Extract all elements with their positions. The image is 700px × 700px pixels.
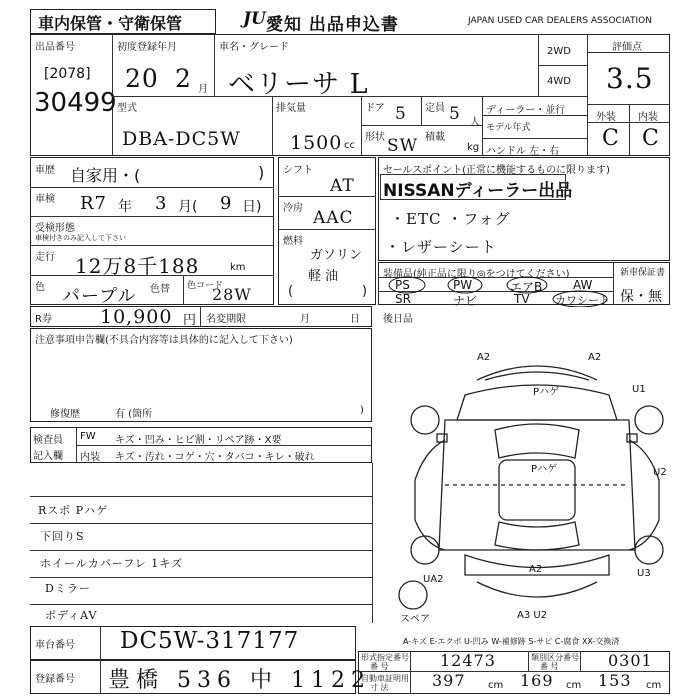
mark-u1: U1 (632, 384, 646, 395)
repair-label: 修復歴 (50, 409, 80, 420)
equipment-aw: AW (573, 278, 593, 292)
capacity-unit: 人 (470, 117, 480, 128)
divider (482, 96, 483, 156)
name-change-month: 月 (300, 314, 310, 325)
model-label: 型式 (117, 103, 137, 114)
repair-close: ) (360, 405, 364, 416)
capacity-label: 定員 (425, 103, 445, 114)
shift-value: AT (330, 176, 355, 196)
warranty-value: 保・無 (620, 289, 662, 305)
sales-point-label: セールスポイント(正常に機能するものに限ります) (383, 165, 610, 176)
length-sub: 寸 法 (370, 683, 389, 692)
length-unit: cm (488, 680, 504, 691)
divider (100, 660, 101, 694)
height-unit: cm (646, 680, 662, 691)
color-code-label: 色コード (187, 281, 224, 291)
divider (30, 245, 274, 246)
ruled-line (30, 550, 372, 551)
mark-a2-rear: A2 (529, 564, 543, 575)
registration-month-unit: 月 (198, 84, 208, 95)
mileage-unit: km (230, 262, 246, 273)
divider (278, 196, 376, 197)
inspector-note-1: Rスポ Pハゲ (38, 504, 109, 517)
storage-label: 車内保管・守衛保管 (38, 14, 183, 33)
registration-month: 2 (175, 64, 192, 93)
sales-point-line2: ・レザーシート (385, 238, 497, 256)
notes-label: 注意事項申告欄(不具合内容等は具体的に記入して下さい) (35, 335, 293, 346)
vehicle-name: ベリーサ L (228, 69, 369, 100)
inspector-fw: FW (80, 431, 96, 442)
sales-point-line1: ・ETC ・フォグ (390, 210, 511, 228)
inspection-year-unit: 年 (118, 199, 132, 215)
divider (421, 96, 422, 125)
color-label: 色 (35, 282, 45, 293)
color-change-label: 色替 (150, 284, 170, 295)
model-year-label: モデル年式 (486, 123, 531, 133)
type-sub: 番 号 (370, 662, 389, 671)
history-label: 車歴 (35, 165, 55, 176)
inspector-interior-items: キズ・汚れ・コゲ・穴・タバコ・キレ・破れ (115, 452, 315, 463)
doors-value: 5 (395, 104, 407, 124)
displacement-unit: cc (344, 140, 355, 151)
type-label: 形式指定番号 (361, 653, 409, 662)
recycle-row (30, 306, 372, 327)
lot-number: 30499 (34, 88, 117, 118)
name-change-label: 名変期限 (206, 314, 246, 325)
mark-a3-u2: A3 U2 (517, 610, 548, 621)
drive-2wd: 2WD (547, 46, 571, 57)
inspection-month-unit: 月( (178, 199, 198, 215)
mark-a2-front-right: A2 (588, 352, 602, 363)
doors-label: ドア (365, 103, 385, 114)
divider (76, 445, 372, 446)
divider (482, 138, 587, 139)
height-value: 153 (598, 671, 632, 690)
inspector-interior-label: 内装 (80, 452, 100, 463)
equipment-label: 装備品(純正品に限り◎をつけてください) (383, 269, 570, 280)
divider (278, 229, 376, 230)
divider (587, 52, 670, 53)
dealer-label: ディーラー・並行 (486, 105, 566, 116)
fuel-paren-close: ) (362, 284, 368, 299)
recycle-yen: 円 (183, 313, 197, 328)
inspector-note-4: Dミラー (45, 582, 91, 595)
divider (100, 626, 101, 660)
handle-label: ハンドル 左・右 (486, 146, 560, 157)
shape-value: SW (387, 136, 419, 156)
inspector-note-5: ボディAV (45, 609, 98, 622)
equipment-pw: PW (453, 278, 473, 292)
mark-phage-roof: Pハゲ (531, 464, 558, 475)
history-value: 自家用・( (70, 166, 141, 185)
shift-label: シフト (283, 165, 313, 176)
inspector-note-2: 下回りS (40, 530, 85, 543)
damage-legend: A-キズ E-エクボ U-凹み W-補修跡 S-サビ C-腐食 XX-交換済 (403, 637, 620, 646)
divider (629, 104, 630, 156)
inspection-label: 車検 (35, 194, 55, 205)
shape-label: 形状 (365, 132, 385, 143)
equipment-ps: PS (395, 278, 410, 292)
mark-u2: U2 (653, 467, 667, 478)
load-unit: kg (467, 142, 480, 153)
registration-label: 初度登録年月 (117, 42, 177, 53)
mileage-value: 12万8千188 (75, 254, 200, 278)
plate-label: 登録番号 (35, 674, 75, 685)
fuel-diesel: 軽 油 (308, 269, 339, 284)
cooling-value: AAC (313, 208, 354, 228)
inspection-day-unit: 日) (242, 199, 262, 215)
inspection-era: R7 (80, 193, 108, 214)
equipment-tv: TV (514, 292, 530, 306)
equipment-navi: ナビ (453, 294, 478, 308)
divider (410, 651, 411, 694)
color-value: パープル (62, 286, 137, 307)
fuel-label: 燃料 (283, 236, 303, 247)
class-label: 類別区分番号 (531, 653, 579, 662)
chassis-label: 車台番号 (35, 640, 75, 651)
color-code-value: 28W (212, 285, 252, 304)
equipment-circles (385, 275, 615, 307)
plate-value: 豊橋 536 中 1122 (108, 668, 371, 693)
divider (528, 651, 529, 671)
divider (272, 96, 273, 156)
form-subtitle: JAPAN USED CAR DEALERS ASSOCIATION (468, 16, 652, 26)
ruled-line (30, 604, 372, 605)
inspection-month: 3 (155, 193, 168, 214)
type-value: 12473 (440, 651, 496, 670)
mileage-label: 走行 (35, 252, 55, 263)
reception-label: 受検形態 (35, 223, 75, 234)
grade-label: 評価点 (612, 42, 642, 53)
mark-phage-hood: Pハゲ (533, 387, 560, 398)
equipment-airbag: エアB (510, 280, 543, 294)
divider (30, 216, 274, 217)
mark-ua2: UA2 (423, 574, 444, 585)
ruled-line (30, 496, 372, 497)
divider (183, 275, 184, 305)
name-change-day: 日 (350, 314, 360, 325)
drive-4wd: 4WD (547, 76, 571, 87)
load-label: 積載 (425, 132, 445, 143)
ruled-line (30, 523, 372, 524)
lot-sub-number: [2078] (44, 66, 91, 82)
inspector-exterior-items: キズ・凹み・ヒビ割・リペア跡・X要 (115, 435, 282, 446)
equipment-leather: カワシート (555, 294, 610, 307)
fuel-gas: ガソリン (310, 248, 363, 263)
interior-grade: C (642, 126, 660, 151)
fuel-paren-open: ( (288, 284, 294, 299)
recycle-label: R券 (35, 314, 52, 325)
class-value: 0301 (608, 651, 653, 670)
interior-label: 内装 (638, 112, 658, 123)
inspector-label-1: 検査員 (33, 435, 63, 446)
model-value: DBA-DC5W (122, 128, 241, 150)
divider (482, 115, 587, 116)
form-title: 愛知 出品申込書 (266, 15, 399, 35)
registration-year: 20 (125, 64, 159, 93)
mark-a2-front-left: A2 (477, 352, 491, 363)
divider (200, 306, 201, 327)
width-value: 169 (520, 671, 554, 690)
divider (30, 275, 274, 276)
divider (372, 463, 373, 623)
repair-value: 有 (箇所 (115, 409, 153, 420)
mark-u3: U3 (637, 568, 651, 579)
exterior-grade: C (602, 126, 620, 151)
divider (361, 125, 482, 126)
car-diagram (395, 350, 680, 625)
divider (587, 122, 670, 123)
later-label: 後日品 (383, 314, 413, 325)
spare-label: スペア (400, 614, 430, 625)
divider (214, 34, 215, 96)
divider (30, 187, 274, 188)
cooling-label: 冷房 (283, 203, 303, 214)
history-close: ) (258, 163, 265, 182)
warranty-label: 新車保証書 (620, 268, 666, 278)
length-value: 397 (432, 671, 466, 690)
capacity-value: 5 (449, 104, 461, 124)
inspector-label-2: 記入欄 (33, 451, 63, 462)
inspection-day: 9 (220, 193, 233, 214)
divider (361, 96, 362, 156)
class-sub: 番 号 (540, 662, 559, 671)
exterior-label: 外装 (596, 112, 616, 123)
grade-score: 3.5 (606, 62, 654, 95)
equipment-sr: SR (395, 292, 411, 306)
inspector-note-3: ホイールカバーフレ 1キズ (40, 557, 184, 570)
lot-label: 出品番号 (35, 42, 75, 53)
chassis-value: DC5W-317177 (120, 628, 300, 654)
recycle-amount: 10,900 (100, 306, 173, 328)
displacement-value: 1500 (290, 132, 343, 154)
width-unit: cm (566, 680, 582, 691)
divider (538, 65, 587, 66)
vehicle-name-label: 車名・グレード (219, 42, 289, 53)
divider (580, 651, 581, 671)
ju-logo: JU (243, 9, 266, 29)
ruled-line (30, 577, 372, 578)
length-label: 自動車証明用 (361, 674, 409, 683)
displacement-label: 排気量 (276, 103, 306, 114)
dealer-note: NISSANディーラー出品 (383, 181, 573, 201)
reception-note: 車検付きのみ記入して下さい (35, 234, 126, 242)
